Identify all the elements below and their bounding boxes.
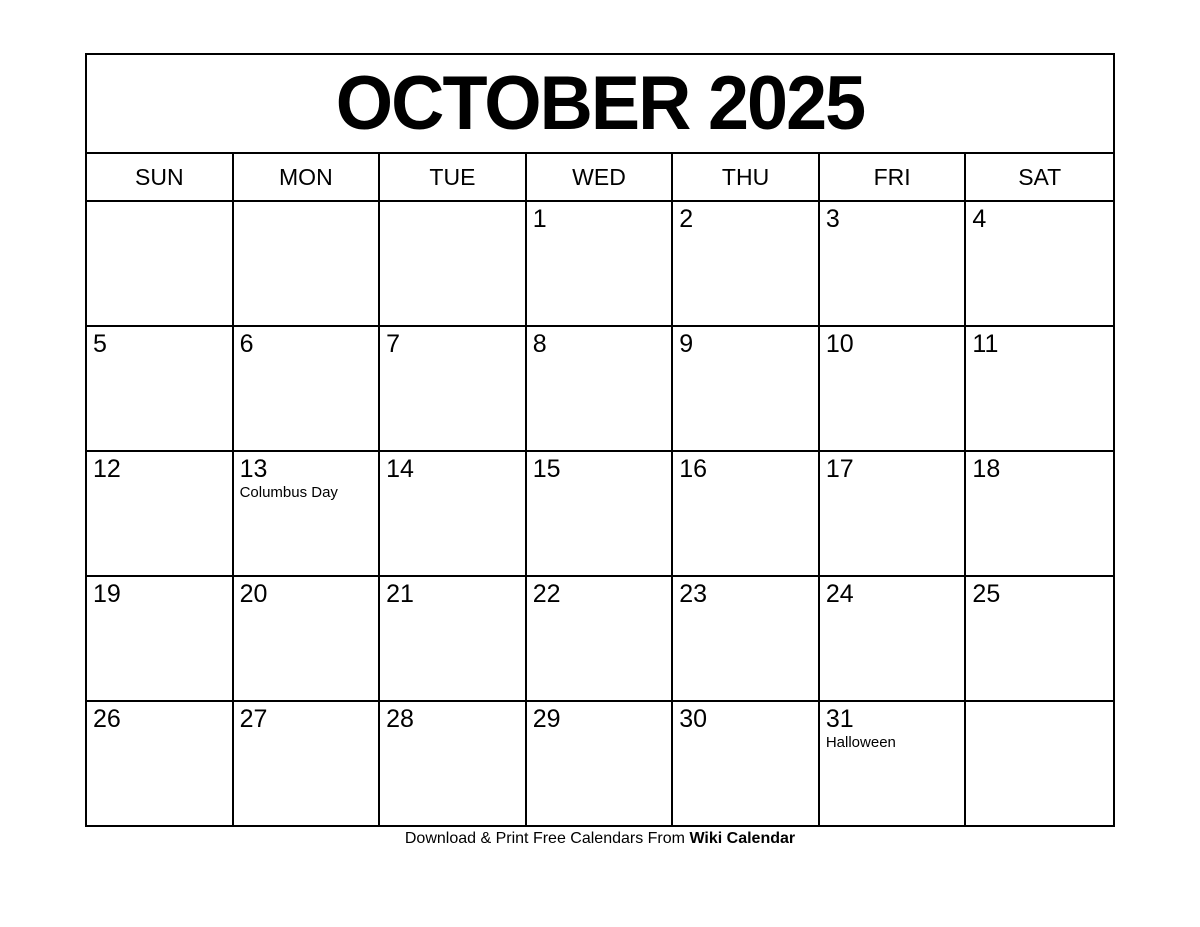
day-number: 4 — [972, 205, 987, 233]
day-number: 6 — [239, 330, 254, 358]
day-cell-5 — [87, 325, 234, 450]
day-number: 1 — [532, 205, 547, 233]
day-cell-18 — [966, 450, 1113, 575]
day-number: 23 — [679, 580, 708, 608]
day-number: 7 — [386, 330, 401, 358]
day-cell-30 — [673, 700, 820, 825]
day-number: 15 — [532, 455, 561, 483]
day-cell-27 — [234, 700, 381, 825]
footer-credit — [0, 829, 1200, 848]
weekday-wed: WED — [527, 154, 674, 200]
day-cell-10 — [820, 325, 967, 450]
weekday-fri: FRI — [820, 154, 967, 200]
day-cell-22 — [527, 575, 674, 700]
day-cell-14 — [380, 450, 527, 575]
day-number: 21 — [386, 580, 414, 608]
day-number: 8 — [532, 330, 547, 358]
empty-cell — [966, 700, 1113, 825]
day-cell-7 — [380, 325, 527, 450]
empty-cell — [380, 200, 527, 325]
day-number: 17 — [825, 455, 854, 483]
day-number: 20 — [239, 580, 268, 608]
weekday-sat: SAT — [1018, 163, 1062, 190]
day-cell-6 — [234, 325, 381, 450]
footer-text: Download & Print Free Calendars From — [404, 830, 685, 847]
weekday-tue: TUE — [380, 154, 527, 200]
day-number: 25 — [972, 580, 1001, 608]
day-cell-13 — [234, 450, 381, 575]
footer-brand-link[interactable]: Wiki Calendar — [689, 830, 796, 847]
weekday-mon: MON — [234, 154, 381, 200]
day-cell-12 — [87, 450, 234, 575]
day-number: 22 — [532, 580, 561, 608]
weekday-thu: THU — [673, 154, 820, 200]
day-number: 2 — [679, 205, 694, 233]
weekday-header-row — [87, 152, 1113, 200]
day-cell-17 — [820, 450, 967, 575]
day-number: 5 — [93, 330, 107, 358]
day-cell-16 — [673, 450, 820, 575]
empty-cell — [87, 200, 234, 325]
day-cell-21 — [380, 575, 527, 700]
empty-cell — [234, 200, 381, 325]
day-number: 30 — [679, 705, 708, 733]
day-number: 10 — [825, 330, 854, 358]
day-number: 27 — [239, 705, 268, 733]
day-number: 13 — [239, 455, 268, 483]
day-cell-15 — [527, 450, 674, 575]
day-cell-28 — [380, 700, 527, 825]
day-cell-8 — [527, 325, 674, 450]
day-cell-2 — [673, 200, 820, 325]
day-number: 24 — [825, 580, 854, 608]
day-number: 11 — [972, 330, 999, 358]
event-label: Columbus Day — [239, 484, 338, 501]
day-number: 16 — [679, 455, 708, 483]
weekday-sun: SUN — [87, 154, 234, 200]
day-number: 12 — [93, 455, 121, 483]
calendar-grid — [87, 200, 1113, 825]
day-number: 19 — [93, 580, 121, 608]
day-cell-9 — [673, 325, 820, 450]
day-cell-11 — [966, 325, 1113, 450]
day-cell-25 — [966, 575, 1113, 700]
day-cell-29 — [527, 700, 674, 825]
day-number: 14 — [386, 455, 414, 483]
day-cell-4 — [966, 200, 1113, 325]
calendar — [85, 53, 1115, 827]
day-cell-3 — [820, 200, 967, 325]
day-cell-23 — [673, 575, 820, 700]
day-number: 18 — [972, 455, 1001, 483]
day-number: 29 — [532, 705, 561, 733]
day-cell-19 — [87, 575, 234, 700]
day-number: 26 — [93, 705, 121, 733]
day-number: 28 — [386, 705, 414, 733]
day-number: 31 — [825, 705, 854, 733]
event-label: Halloween — [825, 734, 896, 751]
day-cell-31 — [820, 700, 967, 825]
day-cell-24 — [820, 575, 967, 700]
day-cell-1 — [527, 200, 674, 325]
day-number: 9 — [679, 330, 694, 358]
day-cell-26 — [87, 700, 234, 825]
calendar-title: OCTOBER 2025 — [335, 61, 865, 146]
day-number: 3 — [825, 205, 840, 233]
day-cell-20 — [234, 575, 381, 700]
